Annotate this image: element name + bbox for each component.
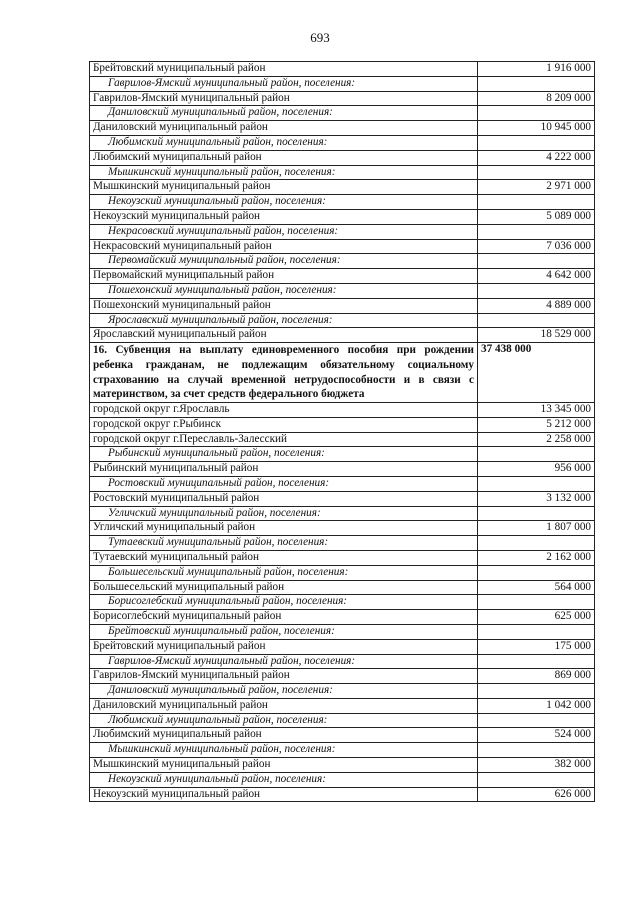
district-row bbox=[90, 269, 595, 284]
settlement-subheader-label: Брейтовский муниципальный район, поселения: bbox=[90, 624, 478, 639]
settlement-subheader-row bbox=[90, 476, 595, 491]
amount-cell: 10 945 000 bbox=[478, 121, 595, 136]
district-name: городской округ г.Ярославль bbox=[90, 402, 478, 417]
district-name: Первомайский муниципальный район bbox=[90, 269, 478, 284]
page-number: 693 bbox=[310, 30, 330, 45]
amount-cell bbox=[478, 772, 595, 787]
settlement-subheader-row bbox=[90, 224, 595, 239]
amount-cell bbox=[478, 224, 595, 239]
amount-cell bbox=[478, 565, 595, 580]
amount-cell: 382 000 bbox=[478, 758, 595, 773]
settlement-subheader-row bbox=[90, 713, 595, 728]
amount-cell bbox=[478, 624, 595, 639]
settlement-subheader-label: Даниловский муниципальный район, поселения: bbox=[90, 684, 478, 699]
district-name: Любимский муниципальный район bbox=[90, 728, 478, 743]
settlement-subheader-row bbox=[90, 195, 595, 210]
district-row bbox=[90, 91, 595, 106]
amount-cell: 5 212 000 bbox=[478, 417, 595, 432]
amount-cell: 13 345 000 bbox=[478, 402, 595, 417]
district-row bbox=[90, 121, 595, 136]
amount-cell: 625 000 bbox=[478, 610, 595, 625]
district-name: Мышкинский муниципальный район bbox=[90, 180, 478, 195]
settlement-subheader-row bbox=[90, 743, 595, 758]
amount-cell: 626 000 bbox=[478, 787, 595, 802]
settlement-subheader-row bbox=[90, 595, 595, 610]
settlement-subheader-label: Угличский муниципальный район, поселения: bbox=[90, 506, 478, 521]
settlement-subheader-row bbox=[90, 624, 595, 639]
settlement-subheader-row bbox=[90, 313, 595, 328]
budget-allocation-table bbox=[89, 61, 595, 802]
subvention-heading-text: 16. Субвенция на выплату единовременного пособия при рождении ребенка гражданам, не подлежащим обязательному социальному страхованию на случай временной нетрудоспособности и в связи с материнством, за счет средств федерального бюджета bbox=[90, 343, 478, 403]
amount-cell: 2 971 000 bbox=[478, 180, 595, 195]
amount-cell bbox=[478, 476, 595, 491]
district-name: Даниловский муниципальный район bbox=[90, 121, 478, 136]
district-row bbox=[90, 417, 595, 432]
district-row bbox=[90, 580, 595, 595]
district-row bbox=[90, 698, 595, 713]
district-row bbox=[90, 209, 595, 224]
settlement-subheader-label: Даниловский муниципальный район, поселения: bbox=[90, 106, 478, 121]
amount-cell: 18 529 000 bbox=[478, 328, 595, 343]
table-section-heading bbox=[90, 343, 595, 403]
amount-cell bbox=[478, 536, 595, 551]
district-name: Большесельский муниципальный район bbox=[90, 580, 478, 595]
settlement-subheader-row bbox=[90, 76, 595, 91]
settlement-subheader-label: Любимский муниципальный район, поселения: bbox=[90, 135, 478, 150]
amount-cell bbox=[478, 506, 595, 521]
amount-cell: 2 162 000 bbox=[478, 550, 595, 565]
amount-cell bbox=[478, 135, 595, 150]
amount-cell bbox=[478, 313, 595, 328]
district-row bbox=[90, 728, 595, 743]
amount-cell: 4 889 000 bbox=[478, 298, 595, 313]
settlement-subheader-label: Гаврилов-Ямский муниципальный район, поселения: bbox=[90, 76, 478, 91]
settlement-subheader-label: Некрасовский муниципальный район, поселения: bbox=[90, 224, 478, 239]
settlement-subheader-label: Тутаевский муниципальный район, поселения: bbox=[90, 536, 478, 551]
district-row bbox=[90, 491, 595, 506]
settlement-subheader-row bbox=[90, 654, 595, 669]
settlement-subheader-row bbox=[90, 165, 595, 180]
district-name: Любимский муниципальный район bbox=[90, 150, 478, 165]
subvention-heading-amount: 37 438 000 bbox=[478, 343, 595, 403]
district-name: Гаврилов-Ямский муниципальный район bbox=[90, 91, 478, 106]
amount-cell: 4 642 000 bbox=[478, 269, 595, 284]
district-row bbox=[90, 239, 595, 254]
amount-cell: 3 132 000 bbox=[478, 491, 595, 506]
district-name: Мышкинский муниципальный район bbox=[90, 758, 478, 773]
district-row bbox=[90, 432, 595, 447]
table-section-bottom bbox=[90, 402, 595, 802]
amount-cell: 1 807 000 bbox=[478, 521, 595, 536]
amount-cell bbox=[478, 684, 595, 699]
amount-cell: 524 000 bbox=[478, 728, 595, 743]
amount-cell: 564 000 bbox=[478, 580, 595, 595]
amount-cell bbox=[478, 195, 595, 210]
district-row bbox=[90, 521, 595, 536]
amount-cell: 2 258 000 bbox=[478, 432, 595, 447]
settlement-subheader-row bbox=[90, 135, 595, 150]
district-name: Брейтовский муниципальный район bbox=[90, 639, 478, 654]
settlement-subheader-row bbox=[90, 447, 595, 462]
district-name: Угличский муниципальный район bbox=[90, 521, 478, 536]
amount-cell bbox=[478, 165, 595, 180]
district-row bbox=[90, 462, 595, 477]
amount-cell: 5 089 000 bbox=[478, 209, 595, 224]
district-name: городской округ г.Переславль-Залесский bbox=[90, 432, 478, 447]
settlement-subheader-label: Любимский муниципальный район, поселения: bbox=[90, 713, 478, 728]
district-name: Рыбинский муниципальный район bbox=[90, 462, 478, 477]
district-name: Некрасовский муниципальный район bbox=[90, 239, 478, 254]
district-row bbox=[90, 669, 595, 684]
amount-cell bbox=[478, 713, 595, 728]
settlement-subheader-row bbox=[90, 254, 595, 269]
amount-cell: 8 209 000 bbox=[478, 91, 595, 106]
settlement-subheader-label: Первомайский муниципальный район, поселения: bbox=[90, 254, 478, 269]
district-name: Борисоглебский муниципальный район bbox=[90, 610, 478, 625]
district-name: Некоузский муниципальный район bbox=[90, 787, 478, 802]
district-name: городской округ г.Рыбинск bbox=[90, 417, 478, 432]
district-row bbox=[90, 610, 595, 625]
amount-cell bbox=[478, 595, 595, 610]
district-row bbox=[90, 150, 595, 165]
district-name: Ярославский муниципальный район bbox=[90, 328, 478, 343]
table-section-top bbox=[90, 62, 595, 343]
settlement-subheader-label: Некоузский муниципальный район, поселения: bbox=[90, 195, 478, 210]
amount-cell: 7 036 000 bbox=[478, 239, 595, 254]
settlement-subheader-label: Ярославский муниципальный район, поселения: bbox=[90, 313, 478, 328]
settlement-subheader-row bbox=[90, 684, 595, 699]
settlement-subheader-label: Большесельский муниципальный район, поселения: bbox=[90, 565, 478, 580]
district-name: Тутаевский муниципальный район bbox=[90, 550, 478, 565]
settlement-subheader-label: Борисоглебский муниципальный район, поселения: bbox=[90, 595, 478, 610]
settlement-subheader-label: Мышкинский муниципальный район, поселения: bbox=[90, 165, 478, 180]
amount-cell bbox=[478, 254, 595, 269]
subvention-heading-row bbox=[90, 343, 595, 403]
amount-cell bbox=[478, 447, 595, 462]
settlement-subheader-label: Мышкинский муниципальный район, поселения: bbox=[90, 743, 478, 758]
amount-cell bbox=[478, 106, 595, 121]
district-row bbox=[90, 62, 595, 77]
settlement-subheader-label: Пошехонский муниципальный район, поселения: bbox=[90, 283, 478, 298]
district-row bbox=[90, 639, 595, 654]
settlement-subheader-row bbox=[90, 536, 595, 551]
district-row bbox=[90, 758, 595, 773]
district-row bbox=[90, 180, 595, 195]
settlement-subheader-row bbox=[90, 283, 595, 298]
district-name: Брейтовский муниципальный район bbox=[90, 62, 478, 77]
settlement-subheader-label: Гаврилов-Ямский муниципальный район, поселения: bbox=[90, 654, 478, 669]
amount-cell: 956 000 bbox=[478, 462, 595, 477]
district-name: Даниловский муниципальный район bbox=[90, 698, 478, 713]
amount-cell: 175 000 bbox=[478, 639, 595, 654]
settlement-subheader-label: Некоузский муниципальный район, поселения: bbox=[90, 772, 478, 787]
district-row bbox=[90, 328, 595, 343]
district-name: Некоузский муниципальный район bbox=[90, 209, 478, 224]
amount-cell bbox=[478, 654, 595, 669]
amount-cell: 869 000 bbox=[478, 669, 595, 684]
settlement-subheader-label: Ростовский муниципальный район, поселения: bbox=[90, 476, 478, 491]
amount-cell: 1 042 000 bbox=[478, 698, 595, 713]
amount-cell bbox=[478, 283, 595, 298]
amount-cell: 1 916 000 bbox=[478, 62, 595, 77]
settlement-subheader-row bbox=[90, 106, 595, 121]
amount-cell bbox=[478, 743, 595, 758]
district-name: Гаврилов-Ямский муниципальный район bbox=[90, 669, 478, 684]
amount-cell bbox=[478, 76, 595, 91]
district-name: Пошехонский муниципальный район bbox=[90, 298, 478, 313]
amount-cell: 4 222 000 bbox=[478, 150, 595, 165]
district-row bbox=[90, 787, 595, 802]
settlement-subheader-row bbox=[90, 772, 595, 787]
district-row bbox=[90, 402, 595, 417]
district-name: Ростовский муниципальный район bbox=[90, 491, 478, 506]
district-row bbox=[90, 298, 595, 313]
settlement-subheader-row bbox=[90, 565, 595, 580]
settlement-subheader-row bbox=[90, 506, 595, 521]
settlement-subheader-label: Рыбинский муниципальный район, поселения: bbox=[90, 447, 478, 462]
district-row bbox=[90, 550, 595, 565]
